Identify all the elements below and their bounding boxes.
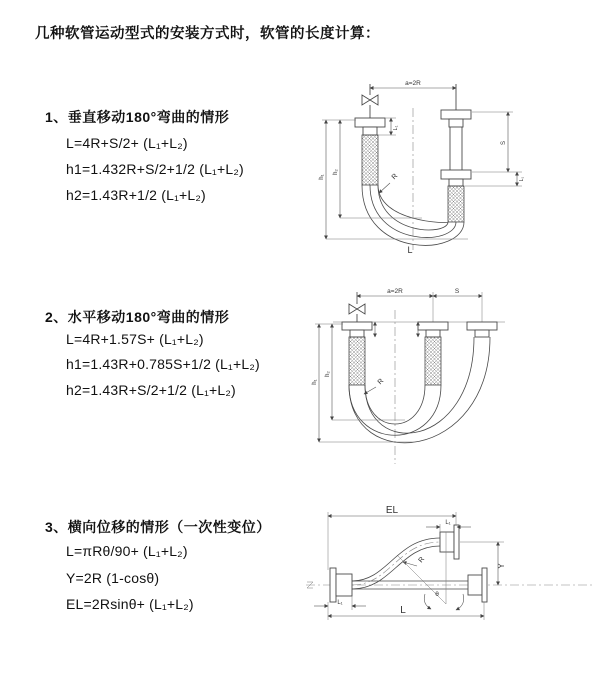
middle-braid-hose bbox=[425, 337, 441, 385]
dim-a2r-label: a=2R bbox=[405, 80, 421, 87]
dim-s-label: S bbox=[501, 140, 507, 146]
dim-a2r-label: a=2R bbox=[387, 288, 403, 295]
page-title: 几种软管运动型式的安装方式时，软管的长度计算： bbox=[35, 26, 380, 42]
dim-l1-right-label: L₁ bbox=[519, 176, 525, 182]
section-1-heading: 1、垂直移动180°弯曲的情形 bbox=[45, 109, 230, 125]
right-braid-hose bbox=[448, 186, 464, 222]
right-flange-displaced bbox=[440, 525, 459, 559]
dim-l1-left-label: L₁ bbox=[393, 125, 399, 131]
diagram-1-drawing bbox=[310, 72, 570, 262]
section-2-formula-h2: h2=1.43R+S/2+1/2 (L₁+L₂) bbox=[66, 382, 236, 398]
section-1-formula-h1: h1=1.432R+S/2+1/2 (L₁+L₂) bbox=[66, 161, 244, 177]
hose-u-curves bbox=[349, 337, 490, 443]
left-braid-hose bbox=[362, 135, 378, 185]
diagram-vertical-180-bend bbox=[310, 72, 570, 262]
dim-l1-top-label: L₁ bbox=[445, 520, 451, 526]
radius-label: R bbox=[390, 172, 400, 182]
radius-label: R bbox=[376, 377, 386, 387]
left-flange-fitting bbox=[342, 322, 372, 385]
section-3-heading: 3、横向位移的情形（一次性变位） bbox=[45, 519, 271, 535]
dim-s-label: S bbox=[454, 288, 460, 295]
section-3-formula-EL: EL=2Rsinθ+ (L₁+L₂) bbox=[66, 596, 194, 612]
section-3-formula-Y: Y=2R (1-cosθ) bbox=[66, 570, 160, 586]
section-2-formula-L: L=4R+1.57S+ (L₁+L₂) bbox=[66, 331, 204, 347]
left-flange-fitting bbox=[355, 118, 385, 185]
dim-l-label: L bbox=[400, 605, 406, 616]
right-flange-original bbox=[468, 568, 487, 602]
left-flange bbox=[330, 568, 352, 602]
section-1-formula-h2: h2=1.43R+1/2 (L₁+L₂) bbox=[66, 187, 206, 203]
section-3-formula-L: L=πRθ/90+ (L₁+L₂) bbox=[66, 543, 188, 559]
angle-theta-label: θ bbox=[435, 591, 439, 598]
dim-h2-label: h₂ bbox=[333, 169, 339, 175]
dim-h2-label: h₂ bbox=[325, 371, 331, 377]
section-1-formula-L: L=4R+S/2+ (L₁+L₂) bbox=[66, 135, 188, 151]
dim-h1-label: h₁ bbox=[319, 174, 325, 180]
section-2-heading: 2、水平移动180°弯曲的情形 bbox=[45, 309, 230, 325]
right-flange-fitting bbox=[467, 292, 497, 337]
radius-label: R bbox=[417, 555, 427, 565]
diagram-3-drawing bbox=[300, 498, 600, 658]
dim-y-label: Y bbox=[497, 563, 506, 569]
diagram-2-drawing bbox=[305, 282, 570, 477]
length-label: L bbox=[407, 245, 413, 255]
diagram-lateral-displacement bbox=[300, 498, 600, 658]
radius-leader bbox=[379, 183, 390, 193]
section-2-formula-h1: h1=1.43R+0.785S+1/2 (L₁+L₂) bbox=[66, 356, 260, 372]
right-flange-fitting bbox=[441, 84, 471, 222]
dim-el-label: EL bbox=[385, 505, 399, 516]
dim-h1-label: h₁ bbox=[312, 379, 318, 385]
radius-leader bbox=[364, 387, 376, 394]
valve-icon bbox=[362, 84, 378, 118]
diagram-horizontal-180-bend bbox=[305, 282, 570, 477]
middle-flange-fitting bbox=[418, 292, 448, 385]
radius-leader bbox=[403, 562, 417, 566]
left-braid-hose bbox=[349, 337, 365, 385]
dim-l1-bottom-label: L₁ bbox=[337, 600, 343, 606]
